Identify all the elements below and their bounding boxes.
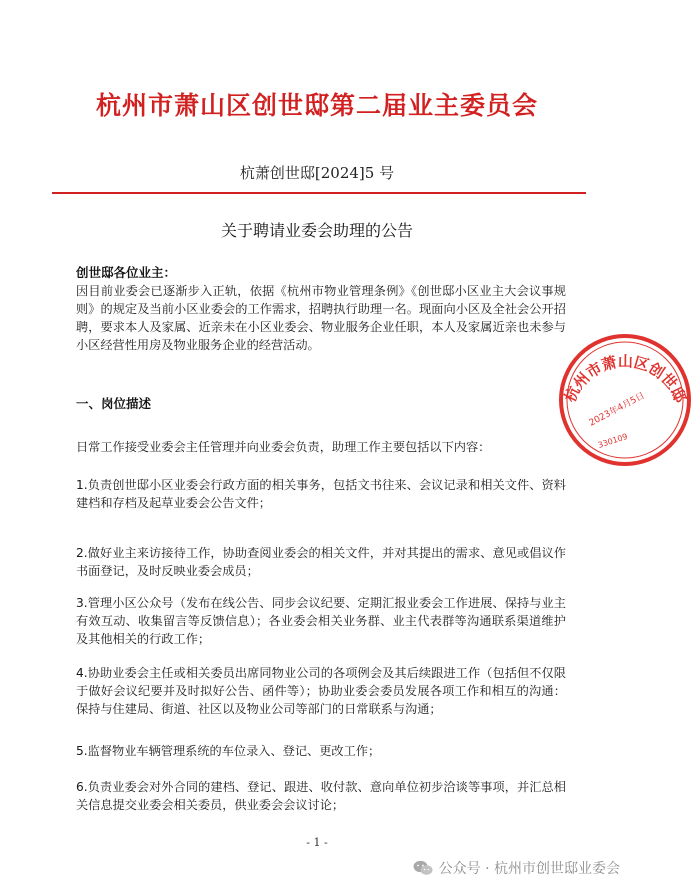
official-seal <box>555 330 695 470</box>
page-number: - 1 - <box>306 836 328 849</box>
announcement-heading: 关于聘请业委会助理的公告 <box>220 221 413 240</box>
duty-item-2: 2.做好业主来访接待工作，协助查阅业委会的相关文件，并对其提出的需求、意见或倡议作书面登记，及时反映业委会成员； <box>76 546 566 578</box>
svg-text:2023年4月5日: 2023年4月5日 <box>587 391 647 429</box>
duty-item-5: 5.监督物业车辆管理系统的车位录入、登记、更改工作； <box>76 744 381 758</box>
section-lead: 日常工作接受业委会主任管理并向业委会负责，助理工作主要包括以下内容： <box>76 440 491 454</box>
salutation: 创世邸各位业主： <box>76 265 177 280</box>
svg-text:杭州市萧山区创世邸: 杭州市萧山区创世邸 <box>560 352 690 406</box>
wechat-icon <box>413 860 433 876</box>
svg-text:330109: 330109 <box>596 431 629 450</box>
document-number: 杭萧创世邸[2024]5 号 <box>239 164 395 182</box>
watermark <box>413 858 620 878</box>
duty-item-3: 3.管理小区公众号（发布在线公告、同步会议纪要、定期汇报业委会工作进展、保持与业主有效互动、收集留言等反馈信息）；各业委会相关业务群、业主代表群等沟通联系渠道维护及其他相关的行政工作； <box>76 596 566 646</box>
watermark-text: 公众号 · 杭州市创世邸业委会 <box>438 861 620 877</box>
org-title: 杭州市萧山区创世邸第二届业主委员会 <box>95 91 538 120</box>
duty-item-1: 1.负责创世邸小区业委会行政方面的相关事务，包括文书往来、会议记录和相关文件、资料建档和存档及起草业委会公告文件； <box>76 478 566 510</box>
red-divider <box>52 192 586 194</box>
section-title: 一、岗位描述 <box>76 396 152 411</box>
duty-item-4: 4.协助业委会主任或相关委员出席同物业公司的各项例会及其后续跟进工作（包括但不仅限于做好会议纪要并及时拟好公告、函件等）；协助业委会委员发展各项工作和相互的沟通：保持与住建局、街道、社区以及物业公司等部门的日常联系与沟通； <box>76 666 566 716</box>
duty-item-6: 6.负责业委会对外合同的建档、登记、跟进、收付款、意向单位初步洽谈等事项，并汇总相关信息提交业委会相关委员，供业委会会议讨论； <box>76 780 566 812</box>
intro-paragraph: 因目前业委会已逐渐步入正轨，依据《杭州市物业管理条例》《创世邸小区业主大会议事规则》的规定及当前小区业委会的工作需求，招聘执行助理一名。现面向小区及全社会公开招聘，要求本人及家属、近亲未在小区业委会、物业服务企业任职，本人及家属近亲也未参与小区经营性用房及物业服务企业的经营活动。 <box>76 284 566 352</box>
